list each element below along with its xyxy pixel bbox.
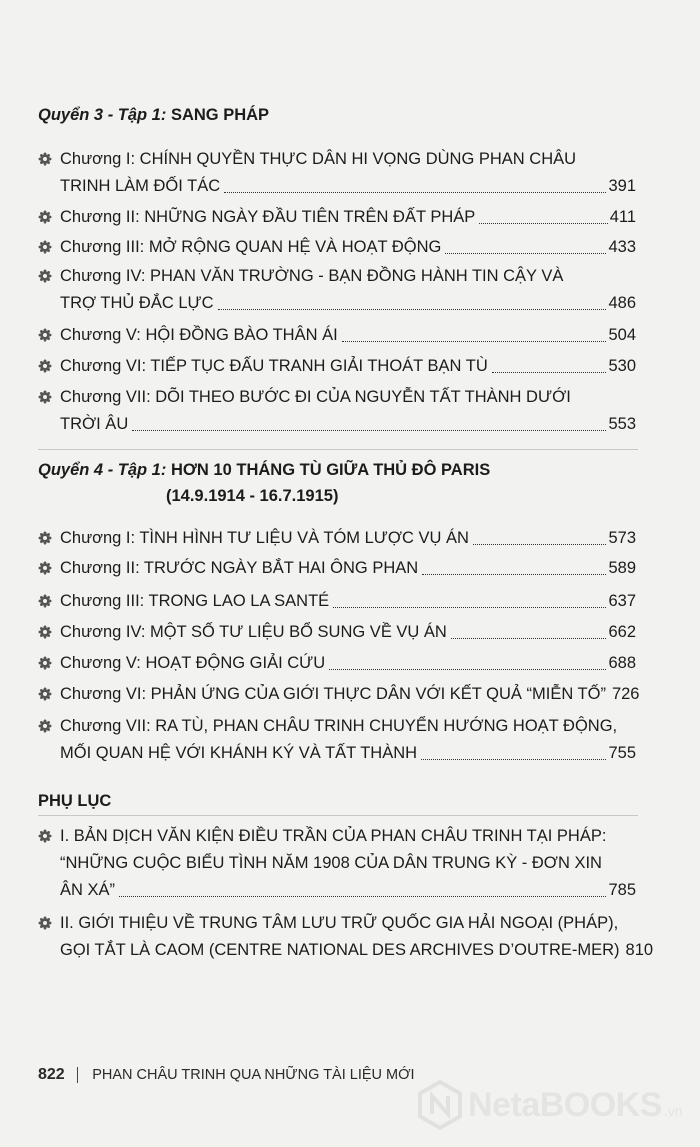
entry-line2: Chương IV: MỘT SỐ TƯ LIỆU BỔ SUNG VỀ VỤ ÁN <box>60 623 447 641</box>
flower-bullet-icon <box>38 594 52 608</box>
leader-dots <box>218 290 607 310</box>
flower-bullet-icon <box>38 531 52 545</box>
toc-entry <box>38 681 640 708</box>
page-footer <box>38 1066 415 1084</box>
entry-line2: Chương II: NHỮNG NGÀY ĐẦU TIÊN TRÊN ĐẤT PHÁP <box>60 208 476 226</box>
entry-line1: Chương VII: DÕI THEO BƯỚC ĐI CỦA NGUYỄN TẤT THÀNH DƯỚI <box>60 388 571 406</box>
page-number: 785 <box>608 881 636 899</box>
footer-page-number: 822 <box>38 1066 65 1083</box>
leader-dots <box>479 204 607 224</box>
toc-entry <box>38 263 636 317</box>
entry-line2: GỌI TẮT LÀ CAOM (CENTRE NATIONAL DES ARCHIVES D’OUTRE-MER) <box>60 941 620 959</box>
flower-bullet-icon <box>38 359 52 373</box>
entry-line2: Chương III: MỞ RỘNG QUAN HỆ VÀ HOẠT ĐỘNG <box>60 238 442 256</box>
page-number: 662 <box>608 623 636 641</box>
watermark-suffix: .vn <box>663 1103 683 1119</box>
page-number: 573 <box>608 529 636 547</box>
footer-separator <box>77 1067 79 1083</box>
page-number: 637 <box>608 592 636 610</box>
flower-bullet-icon <box>38 390 52 404</box>
flower-bullet-icon <box>38 240 52 254</box>
entry-line1: II. GIỚI THIỆU VỀ TRUNG TÂM LƯU TRỮ QUỐC GIA HẢI NGOẠI (PHÁP), <box>60 914 619 932</box>
volume-label: Quyển 3 - Tập 1: <box>38 106 167 124</box>
page-number: 391 <box>608 177 636 195</box>
leader-dots <box>451 619 607 639</box>
toc-entry <box>38 204 636 231</box>
section-title: SANG PHÁP <box>166 106 270 124</box>
watermark-text: NetaBOOKS <box>468 1085 662 1124</box>
entry-line1: Chương I: CHÍNH QUYỀN THỰC DÂN HI VỌNG DÙNG PHAN CHÂU <box>60 150 577 168</box>
footer-book-title: PHAN CHÂU TRINH QUA NHỮNG TÀI LIỆU MỚI <box>92 1067 415 1083</box>
leader-dots <box>421 740 606 760</box>
leader-dots <box>342 322 607 342</box>
page-number: 589 <box>608 559 636 577</box>
entry-line1: Chương VII: RA TÙ, PHAN CHÂU TRINH CHUYỂN HƯỚNG HOẠT ĐỘNG, <box>60 717 618 735</box>
entry-line2: Chương V: HỘI ĐỒNG BÀO THÂN ÁI <box>60 326 338 344</box>
entry-line2: MỐI QUAN HỆ VỚI KHÁNH KÝ VÀ TẤT THÀNH <box>60 744 418 762</box>
page-number: 553 <box>608 415 636 433</box>
flower-bullet-icon <box>38 656 52 670</box>
flower-bullet-icon <box>38 561 52 575</box>
flower-bullet-icon <box>38 328 52 342</box>
flower-bullet-icon <box>38 916 52 930</box>
section-heading-volume-4 <box>38 461 490 480</box>
toc-entry <box>38 384 636 438</box>
page-number: 688 <box>608 654 636 672</box>
flower-bullet-icon <box>38 269 52 283</box>
leader-dots <box>224 173 606 193</box>
page-number: 726 <box>611 685 640 703</box>
page-number: 504 <box>608 326 636 344</box>
divider <box>38 449 638 450</box>
section-title: HƠN 10 THÁNG TÙ GIỮA THỦ ĐÔ PARIS <box>166 461 491 479</box>
entry-line2: ÂN XÁ” <box>60 881 116 899</box>
entry-line2: TRINH LÀM ĐỐI TÁC <box>60 177 221 195</box>
leader-dots <box>132 411 606 431</box>
entry-line1: Chương IV: PHAN VĂN TRƯỜNG - BẠN ĐỒNG HÀNH TIN CẬY VÀ <box>60 267 564 285</box>
toc-entry <box>38 555 636 582</box>
divider <box>38 815 638 816</box>
page-number: 486 <box>608 294 636 312</box>
toc-entry <box>38 322 636 349</box>
flower-bullet-icon <box>38 687 52 701</box>
toc-entry <box>38 823 636 904</box>
toc-entry <box>38 525 636 552</box>
watermark <box>418 1080 683 1130</box>
flower-bullet-icon <box>38 829 52 843</box>
toc-entry <box>38 713 636 767</box>
flower-bullet-icon <box>38 210 52 224</box>
page-number: 433 <box>608 238 636 256</box>
entry-line2: TRỜI ÂU <box>60 415 129 433</box>
toc-entry <box>38 353 636 380</box>
entry-line2: Chương III: TRONG LAO LA SANTÉ <box>60 592 330 610</box>
leader-dots <box>492 353 607 373</box>
netabooks-logo-icon <box>418 1080 462 1130</box>
section-heading-volume-3 <box>38 106 269 125</box>
flower-bullet-icon <box>38 152 52 166</box>
entry-line1: “NHỮNG CUỘC BIỂU TÌNH NĂM 1908 CỦA DÂN TRUNG KỲ - ĐƠN XIN <box>60 854 602 872</box>
leader-dots <box>422 555 606 575</box>
leader-dots <box>473 525 607 545</box>
leader-dots <box>329 650 606 670</box>
leader-dots <box>445 234 606 254</box>
toc-entry <box>38 588 636 615</box>
toc-entry <box>38 650 636 677</box>
entry-line2: Chương VI: PHẢN ỨNG CỦA GIỚI THỰC DÂN VỚI KẾT QUẢ “MIỄN TỐ” <box>60 685 606 703</box>
toc-entry <box>38 910 654 964</box>
flower-bullet-icon <box>38 625 52 639</box>
toc-entry <box>38 146 636 200</box>
flower-bullet-icon <box>38 719 52 733</box>
entry-line2: TRỢ THỦ ĐẮC LỰC <box>60 294 214 312</box>
page-number: 530 <box>608 357 636 375</box>
section-heading-appendix <box>38 792 111 811</box>
toc-entry <box>38 234 636 261</box>
entry-line0: I. BẢN DỊCH VĂN KIỆN ĐIỀU TRẦN CỦA PHAN CHÂU TRINH TẠI PHÁP: <box>60 827 607 845</box>
volume-label: Quyển 4 - Tập 1: <box>38 461 167 479</box>
page-number: 810 <box>625 941 654 959</box>
entry-line2: Chương VI: TIẾP TỤC ĐẤU TRANH GIẢI THOÁT BẠN TÙ <box>60 357 488 375</box>
section-subtitle-dates: (14.9.1914 - 16.7.1915) <box>166 487 339 505</box>
leader-dots <box>119 877 606 897</box>
section-title: PHỤ LỤC <box>38 792 112 810</box>
page-number: 755 <box>608 744 636 762</box>
leader-dots <box>333 588 606 608</box>
entry-line2: Chương V: HOẠT ĐỘNG GIẢI CỨU <box>60 654 326 672</box>
page-number: 411 <box>609 208 636 226</box>
entry-line2: Chương I: TÌNH HÌNH TƯ LIỆU VÀ TÓM LƯỢC VỤ ÁN <box>60 529 469 547</box>
entry-line2: Chương II: TRƯỚC NGÀY BẮT HAI ÔNG PHAN <box>60 559 419 577</box>
toc-entry <box>38 619 636 646</box>
